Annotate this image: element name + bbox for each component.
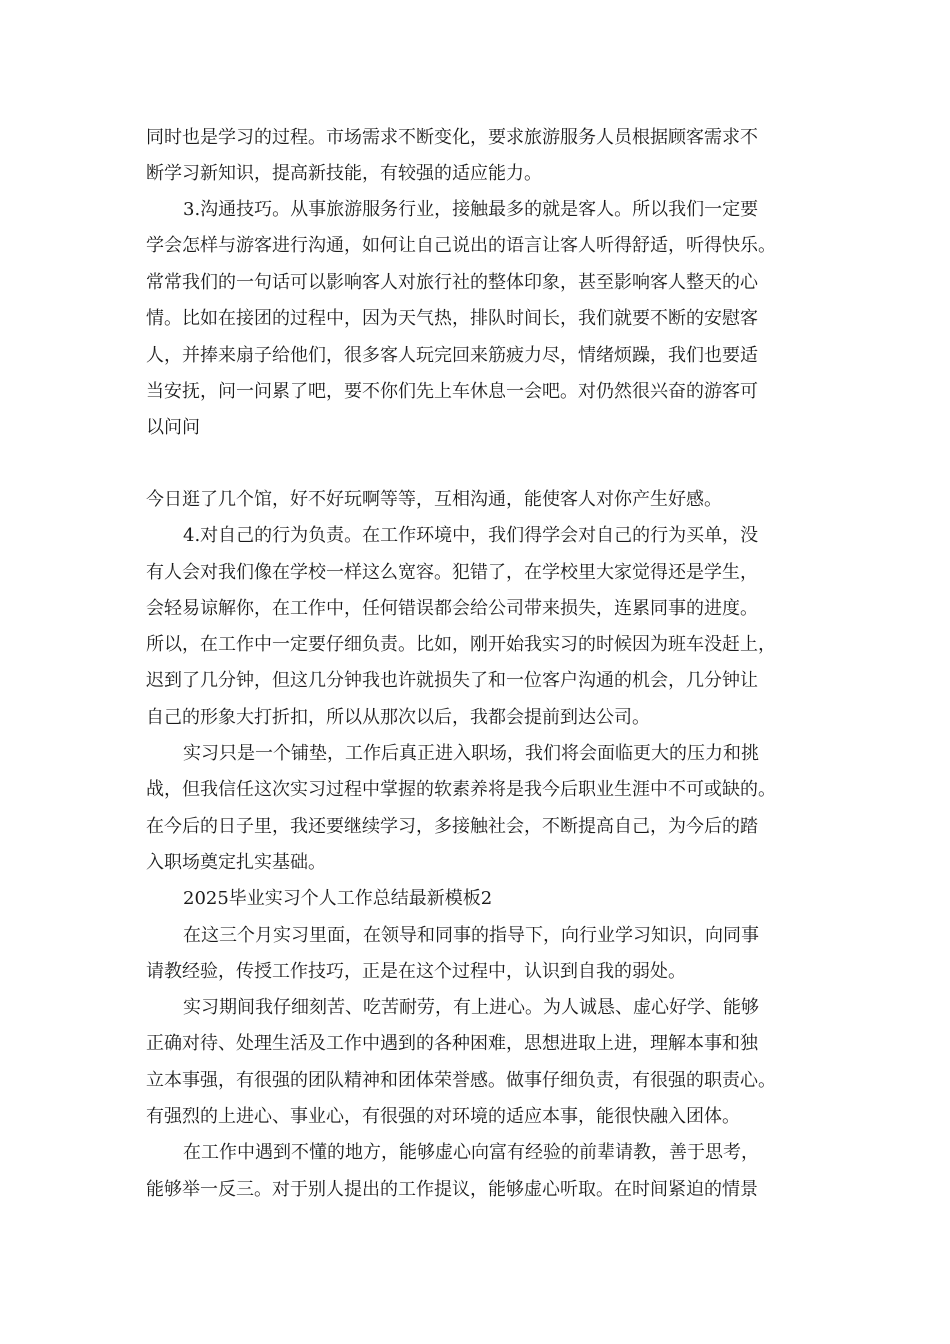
text-line: 在今后的日子里，我还要继续学习，多接触社会，不断提高自己，为今后的踏	[146, 816, 758, 837]
text-line: 3.沟通技巧。从事旅游服务行业，接触最多的就是客人。所以我们一定要	[183, 199, 759, 220]
text-line: 正确对待、处理生活及工作中遇到的各种困难，思想进取上进，理解本事和独	[146, 1033, 758, 1054]
text-line: 以问问	[146, 417, 200, 438]
text-line: 学会怎样与游客进行沟通，如何让自己说出的语言让客人听得舒适，听得快乐。	[146, 235, 776, 256]
text-line: 立本事强，有很强的团队精神和团体荣誉感。做事仔细负责，有很强的职责心。	[146, 1070, 776, 1091]
text-line: 当安抚，问一问累了吧，要不你们先上车休息一会吧。对仍然很兴奋的游客可	[146, 381, 758, 402]
text-line: 今日逛了几个馆，好不好玩啊等等，互相沟通，能使客人对你产生好感。	[146, 489, 722, 510]
text-line: 同时也是学习的过程。市场需求不断变化，要求旅游服务人员根据顾客需求不	[146, 127, 758, 148]
text-line: 在工作中遇到不懂的地方，能够虚心向富有经验的前辈请教，善于思考，	[183, 1142, 759, 1163]
text-line: 会轻易谅解你，在工作中，任何错误都会给公司带来损失，连累同事的进度。	[146, 598, 758, 619]
text-line: 实习期间我仔细刻苦、吃苦耐劳，有上进心。为人诚恳、虚心好学、能够	[183, 997, 759, 1018]
text-line: 有人会对我们像在学校一样这么宽容。犯错了，在学校里大家觉得还是学生，	[146, 562, 758, 583]
text-line: 实习只是一个铺垫，工作后真正进入职场，我们将会面临更大的压力和挑	[183, 743, 759, 764]
text-line: 人，并捧来扇子给他们，很多客人玩完回来筋疲力尽，情绪烦躁，我们也要适	[146, 345, 758, 366]
text-line: 常常我们的一句话可以影响客人对旅行社的整体印象，甚至影响客人整天的心	[146, 272, 758, 293]
text-line: 自己的形象大打折扣，所以从那次以后，我都会提前到达公司。	[146, 707, 650, 728]
text-line: 能够举一反三。对于别人提出的工作提议，能够虚心听取。在时间紧迫的情景	[146, 1179, 758, 1200]
text-line: 情。比如在接团的过程中，因为天气热，排队时间长，我们就要不断的安慰客	[146, 308, 758, 329]
text-line: 所以，在工作中一定要仔细负责。比如，刚开始我实习的时候因为班车没赶上，	[146, 634, 776, 655]
text-line: 战，但我信任这次实习过程中掌握的软素养将是我今后职业生涯中不可或缺的。	[146, 779, 776, 800]
text-line: 4.对自己的行为负责。在工作环境中，我们得学会对自己的行为买单，没	[183, 525, 759, 546]
section-heading: 2025毕业实习个人工作总结最新模板2	[183, 888, 493, 909]
text-line: 断学习新知识，提高新技能，有较强的适应能力。	[146, 163, 542, 184]
text-line: 请教经验，传授工作技巧，正是在这个过程中，认识到自我的弱处。	[146, 961, 686, 982]
text-line: 在这三个月实习里面，在领导和同事的指导下，向行业学习知识，向同事	[183, 925, 759, 946]
text-line: 有强烈的上进心、事业心，有很强的对环境的适应本事，能很快融入团体。	[146, 1106, 740, 1127]
text-line: 入职场奠定扎实基础。	[146, 852, 326, 873]
text-line: 迟到了几分钟，但这几分钟我也许就损失了和一位客户沟通的机会，几分钟让	[146, 670, 758, 691]
